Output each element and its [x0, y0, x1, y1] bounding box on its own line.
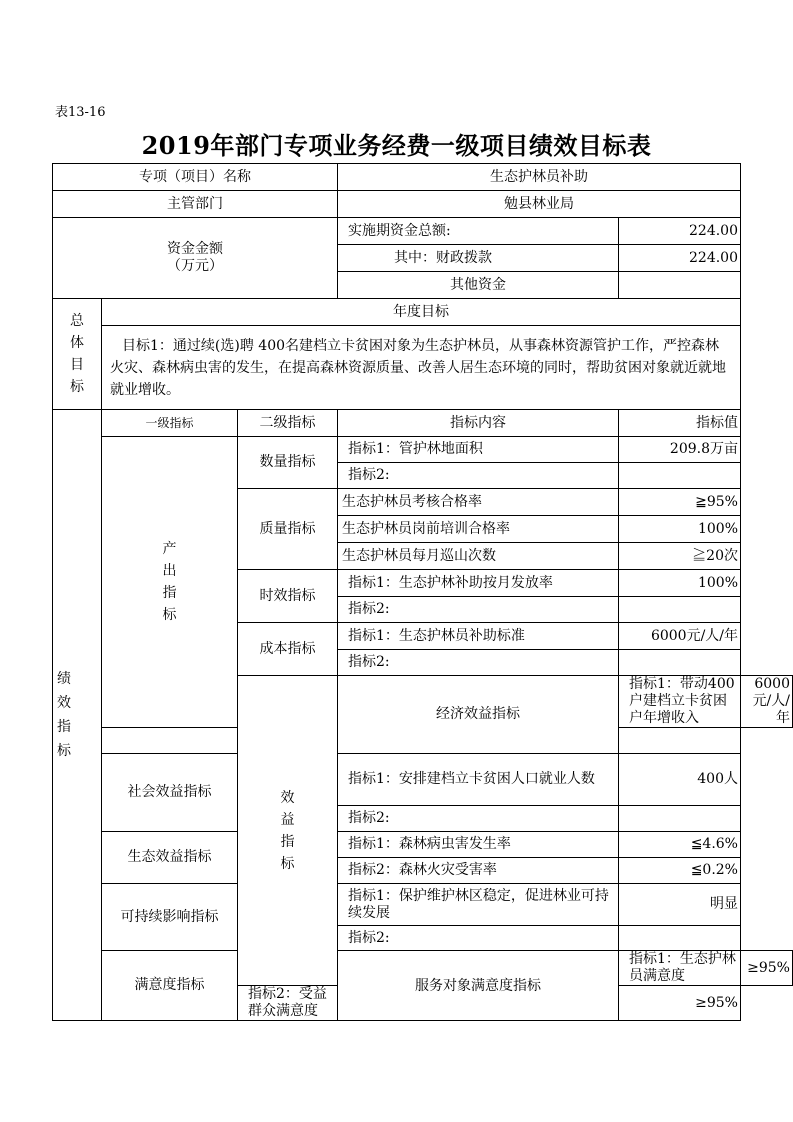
quantity-row-2-value	[619, 463, 741, 489]
benefit-indicator-label: 效益指标	[238, 676, 338, 986]
overall-goal-side-label: 总体目标	[53, 299, 102, 410]
satisfaction-indicator-label: 满意度指标	[102, 951, 238, 1021]
quantity-row-2-content: 指标2:	[338, 463, 619, 489]
satisfaction-row-1-value: ≥95%	[741, 951, 793, 986]
annual-goal-label: 年度目标	[102, 299, 741, 326]
timeliness-row-1-value: 100%	[619, 570, 741, 597]
table-number: 表13-16	[55, 105, 106, 120]
social-row-2-content: 指标2:	[338, 806, 619, 832]
social-row-1-content: 指标1：安排建档立卡贫困人口就业人数	[338, 754, 619, 806]
project-name-value: 生态护林员补助	[338, 164, 741, 191]
economic-row-1-content: 指标1：带动400户建档立卡贫困户年增收入	[619, 676, 741, 728]
project-name-label: 专项（项目）名称	[53, 164, 338, 191]
quality-row-3-value: ≧20次	[619, 543, 741, 570]
timeliness-row-2-value	[619, 597, 741, 623]
fund-total-label: 实施期资金总额:	[338, 218, 619, 245]
ecological-row-2-content: 指标2：森林火灾受害率	[338, 858, 619, 884]
quality-indicator-label: 质量指标	[238, 489, 338, 570]
fund-fiscal-label: 其中：财政拨款	[338, 245, 619, 272]
ecological-row-1-content: 指标1：森林病虫害发生率	[338, 832, 619, 858]
ecological-row-1-value: ≦4.6%	[619, 832, 741, 858]
quantity-row-1-value: 209.8万亩	[619, 437, 741, 463]
timeliness-indicator-label: 时效指标	[238, 570, 338, 623]
department-label: 主管部门	[53, 191, 338, 218]
economic-row-2-content	[102, 728, 238, 754]
fund-other-label: 其他资金	[338, 272, 619, 299]
quantity-row-1-content: 指标1：管护林地面积	[338, 437, 619, 463]
fund-other-value	[619, 272, 741, 299]
cost-row-2-value	[619, 650, 741, 676]
fund-fiscal-value: 224.00	[619, 245, 741, 272]
satisfaction-row-2-value: ≥95%	[619, 986, 741, 1021]
cost-row-1-content: 指标1：生态护林员补助标准	[338, 623, 619, 650]
economic-indicator-label: 经济效益指标	[338, 676, 619, 754]
ecological-row-2-value: ≦0.2%	[619, 858, 741, 884]
value-header: 指标值	[619, 410, 741, 437]
satisfaction-row-1-content: 指标1：生态护林员满意度	[619, 951, 741, 986]
social-row-1-value: 400人	[619, 754, 741, 806]
content-header: 指标内容	[338, 410, 619, 437]
sustainability-row-1-content: 指标1：保护维护林区稳定，促进林业可持续发展	[338, 884, 619, 926]
level2-header: 二级指标	[238, 410, 338, 437]
cost-indicator-label: 成本指标	[238, 623, 338, 676]
fund-total-value: 224.00	[619, 218, 741, 245]
service-satisfaction-label: 服务对象满意度指标	[338, 951, 619, 1021]
quality-row-2-value: 100%	[619, 516, 741, 543]
sustainability-indicator-label: 可持续影响指标	[102, 884, 238, 951]
cost-row-1-value: 6000元/人/年	[619, 623, 741, 650]
quality-row-3-content: 生态护林员每月巡山次数	[338, 543, 619, 570]
fund-label: 资金金额	[167, 241, 223, 257]
social-indicator-label: 社会效益指标	[102, 754, 238, 832]
fund-unit: （万元）	[167, 258, 223, 274]
cost-row-2-content: 指标2:	[338, 650, 619, 676]
quality-row-1-content: 生态护林员考核合格率	[338, 489, 619, 516]
timeliness-row-2-content: 指标2:	[338, 597, 619, 623]
sustainability-row-2-value	[619, 926, 741, 951]
quality-row-1-value: ≧95%	[619, 489, 741, 516]
sustainability-row-1-value: 明显	[619, 884, 741, 926]
economic-row-1-value: 6000元/人/年	[741, 676, 793, 728]
performance-side-label: 绩效指标	[53, 410, 102, 1021]
fund-amount-label	[53, 218, 338, 299]
satisfaction-row-2-content: 指标2：受益群众满意度	[238, 986, 338, 1021]
annual-goal-text: 目标1：通过续(选)聘 400名建档立卡贫困对象为生态护林员，从事森林资源管护工作，严控森林火灾、森林病虫害的发生，在提高森林资源质量、改善人居生态环境的同时，帮助贫困对象就近就地就业增收。	[102, 326, 741, 410]
performance-target-table	[52, 163, 793, 1021]
department-value: 勉县林业局	[338, 191, 741, 218]
quantity-indicator-label: 数量指标	[238, 437, 338, 489]
page-title: 2019年部门专项业务经费一级项目绩效目标表	[141, 131, 652, 160]
level1-header: 一级指标	[102, 410, 238, 437]
output-indicator-label: 产出指标	[102, 437, 238, 728]
sustainability-row-2-content: 指标2:	[338, 926, 619, 951]
social-row-2-value	[619, 806, 741, 832]
quality-row-2-content: 生态护林员岗前培训合格率	[338, 516, 619, 543]
economic-row-2-value	[619, 728, 741, 754]
ecological-indicator-label: 生态效益指标	[102, 832, 238, 884]
timeliness-row-1-content: 指标1：生态护林补助按月发放率	[338, 570, 619, 597]
